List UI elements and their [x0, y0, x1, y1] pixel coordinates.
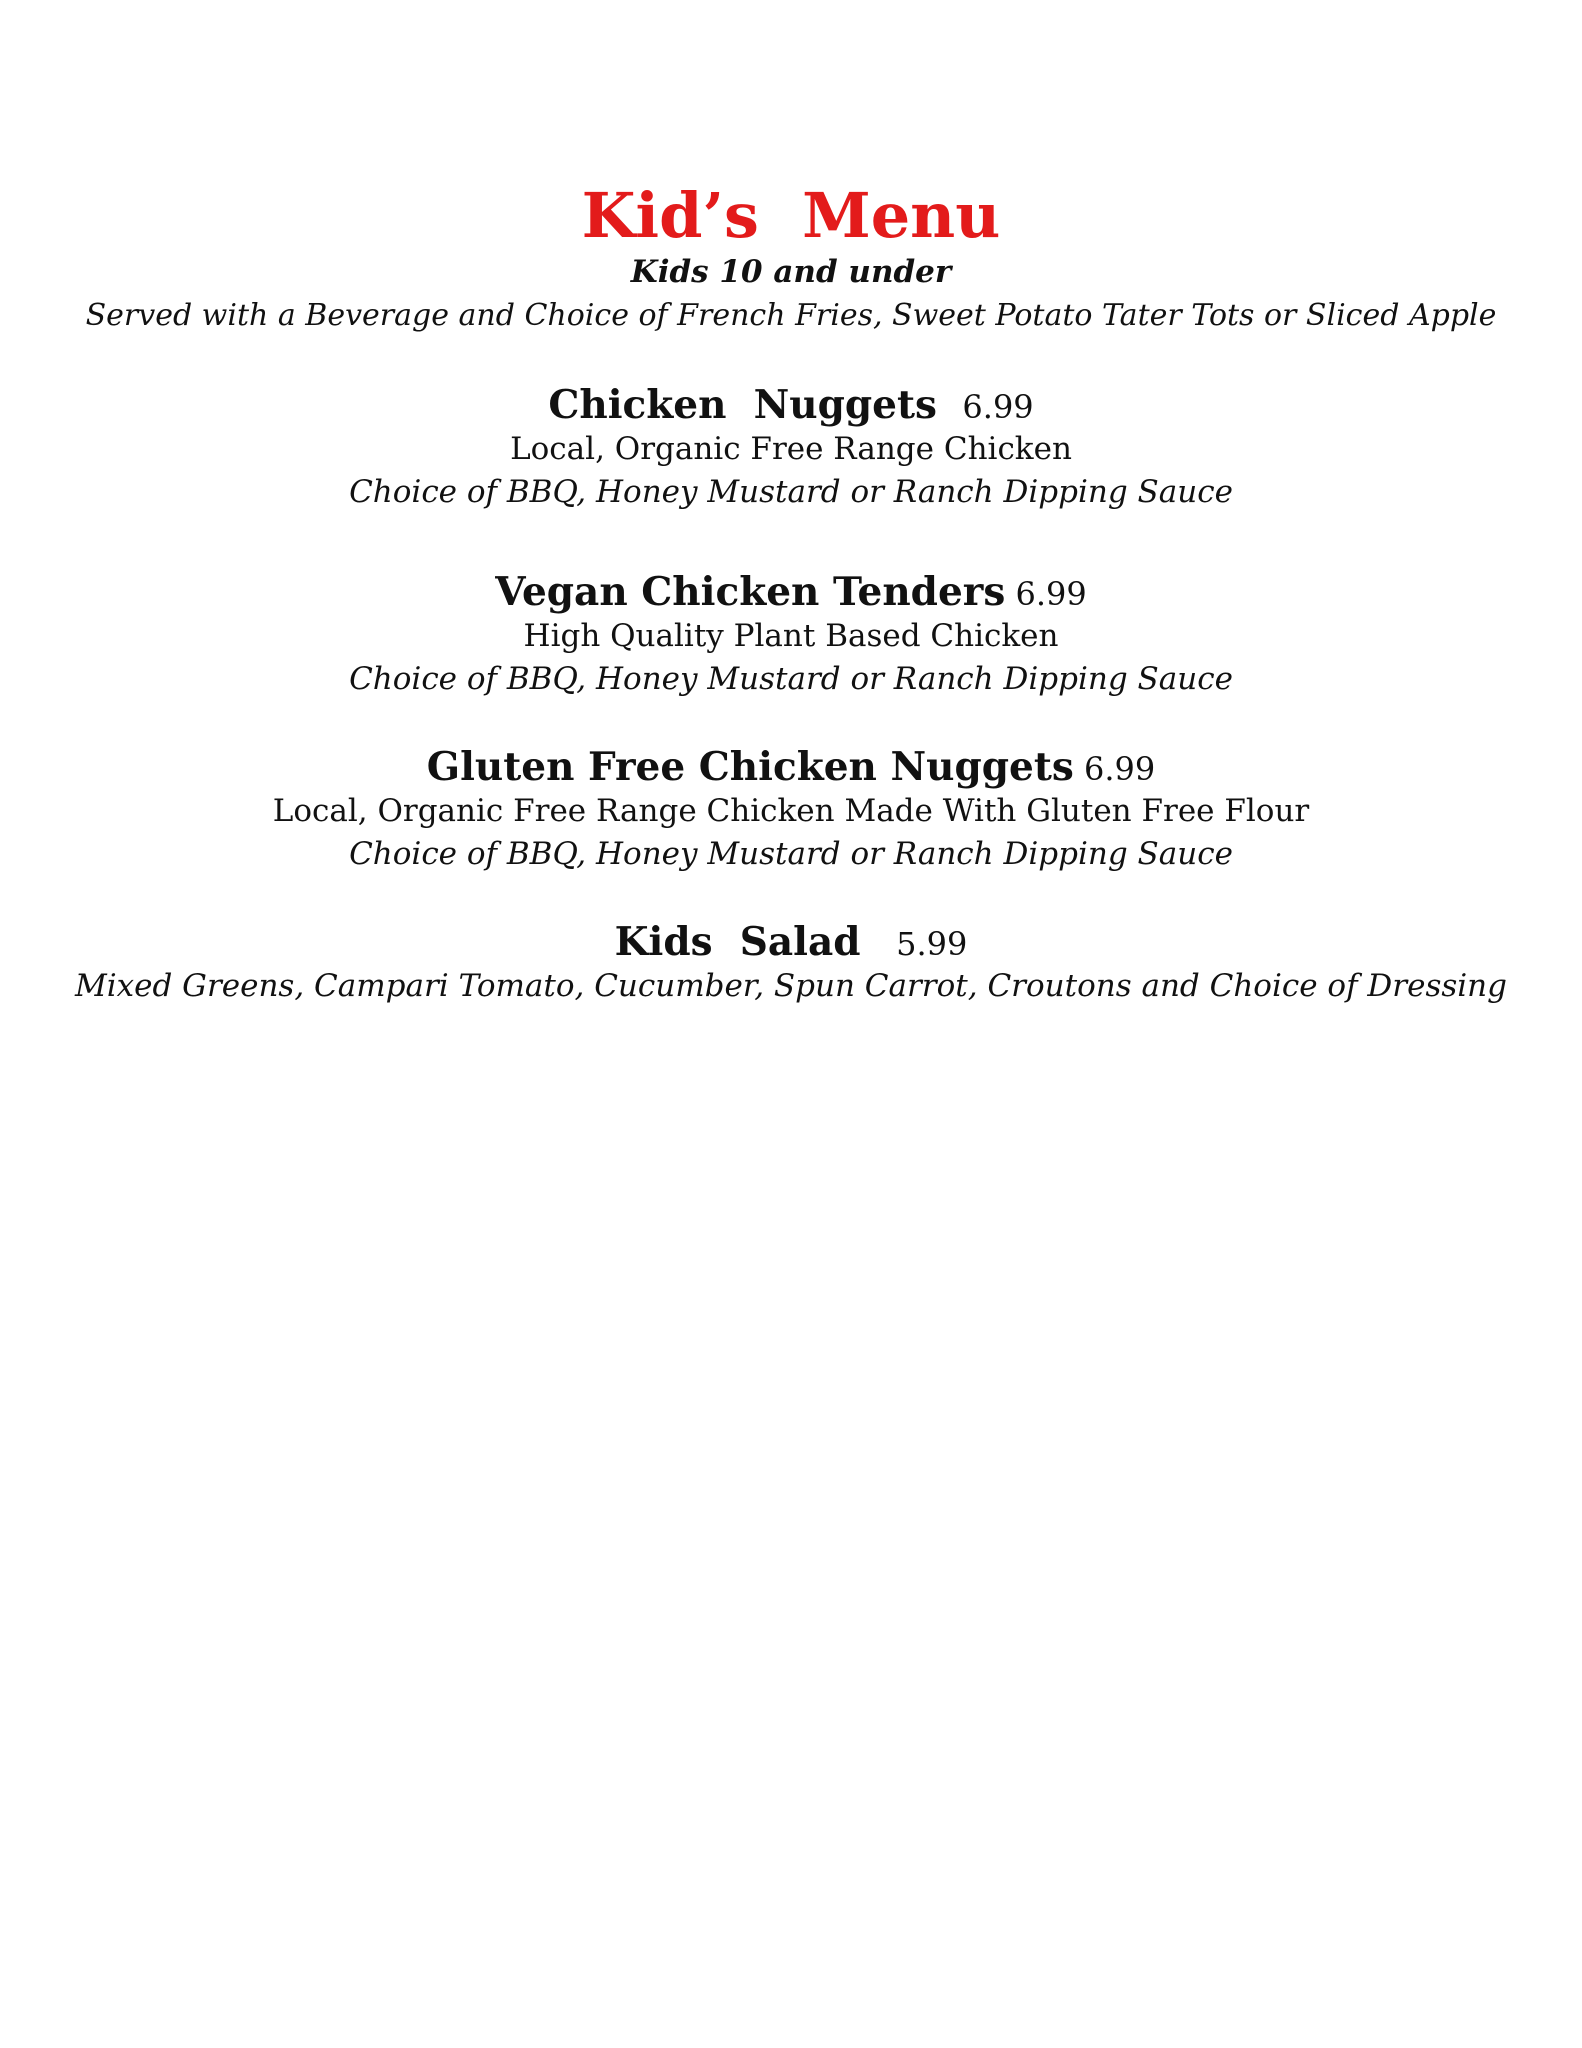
- item-sauce-note: Choice of BBQ, Honey Mustard or Ranch Dipping Sauce: [349, 474, 1233, 510]
- item-description: Mixed Greens, Campari Tomato, Cucumber, Spun Carrot, Croutons and Choice of Dressing: [75, 968, 1507, 1004]
- item-spacer: [937, 403, 962, 422]
- item-spacer: [1005, 590, 1015, 609]
- item-description: Local, Organic Free Range Chicken: [510, 431, 1072, 467]
- item-name: Chicken Nuggets: [548, 382, 937, 428]
- item-name: Gluten Free Chicken Nuggets: [426, 744, 1074, 790]
- item-price: 6.99: [1083, 750, 1156, 788]
- item-name: Kids Salad: [614, 919, 861, 965]
- menu-title: Kid’s Menu: [581, 179, 1001, 252]
- served-with-note: Served with a Beverage and Choice of French Fries, Sweet Potato Tater Tots or Sliced Apple: [85, 298, 1497, 333]
- item-sauce-note: Choice of BBQ, Honey Mustard or Ranch Dipping Sauce: [349, 836, 1233, 872]
- item-name: Vegan Chicken Tenders: [495, 569, 1006, 615]
- item-description: Local, Organic Free Range Chicken Made With Gluten Free Flour: [272, 793, 1310, 829]
- item-price: 5.99: [896, 925, 968, 963]
- item-spacer: [1074, 765, 1084, 784]
- item-description: High Quality Plant Based Chicken: [523, 618, 1059, 654]
- item-spacer: [861, 940, 897, 959]
- item-price: 6.99: [962, 388, 1034, 426]
- age-note: Kids 10 and under: [630, 254, 952, 290]
- item-price: 6.99: [1015, 575, 1087, 613]
- item-sauce-note: Choice of BBQ, Honey Mustard or Ranch Dipping Sauce: [349, 661, 1233, 697]
